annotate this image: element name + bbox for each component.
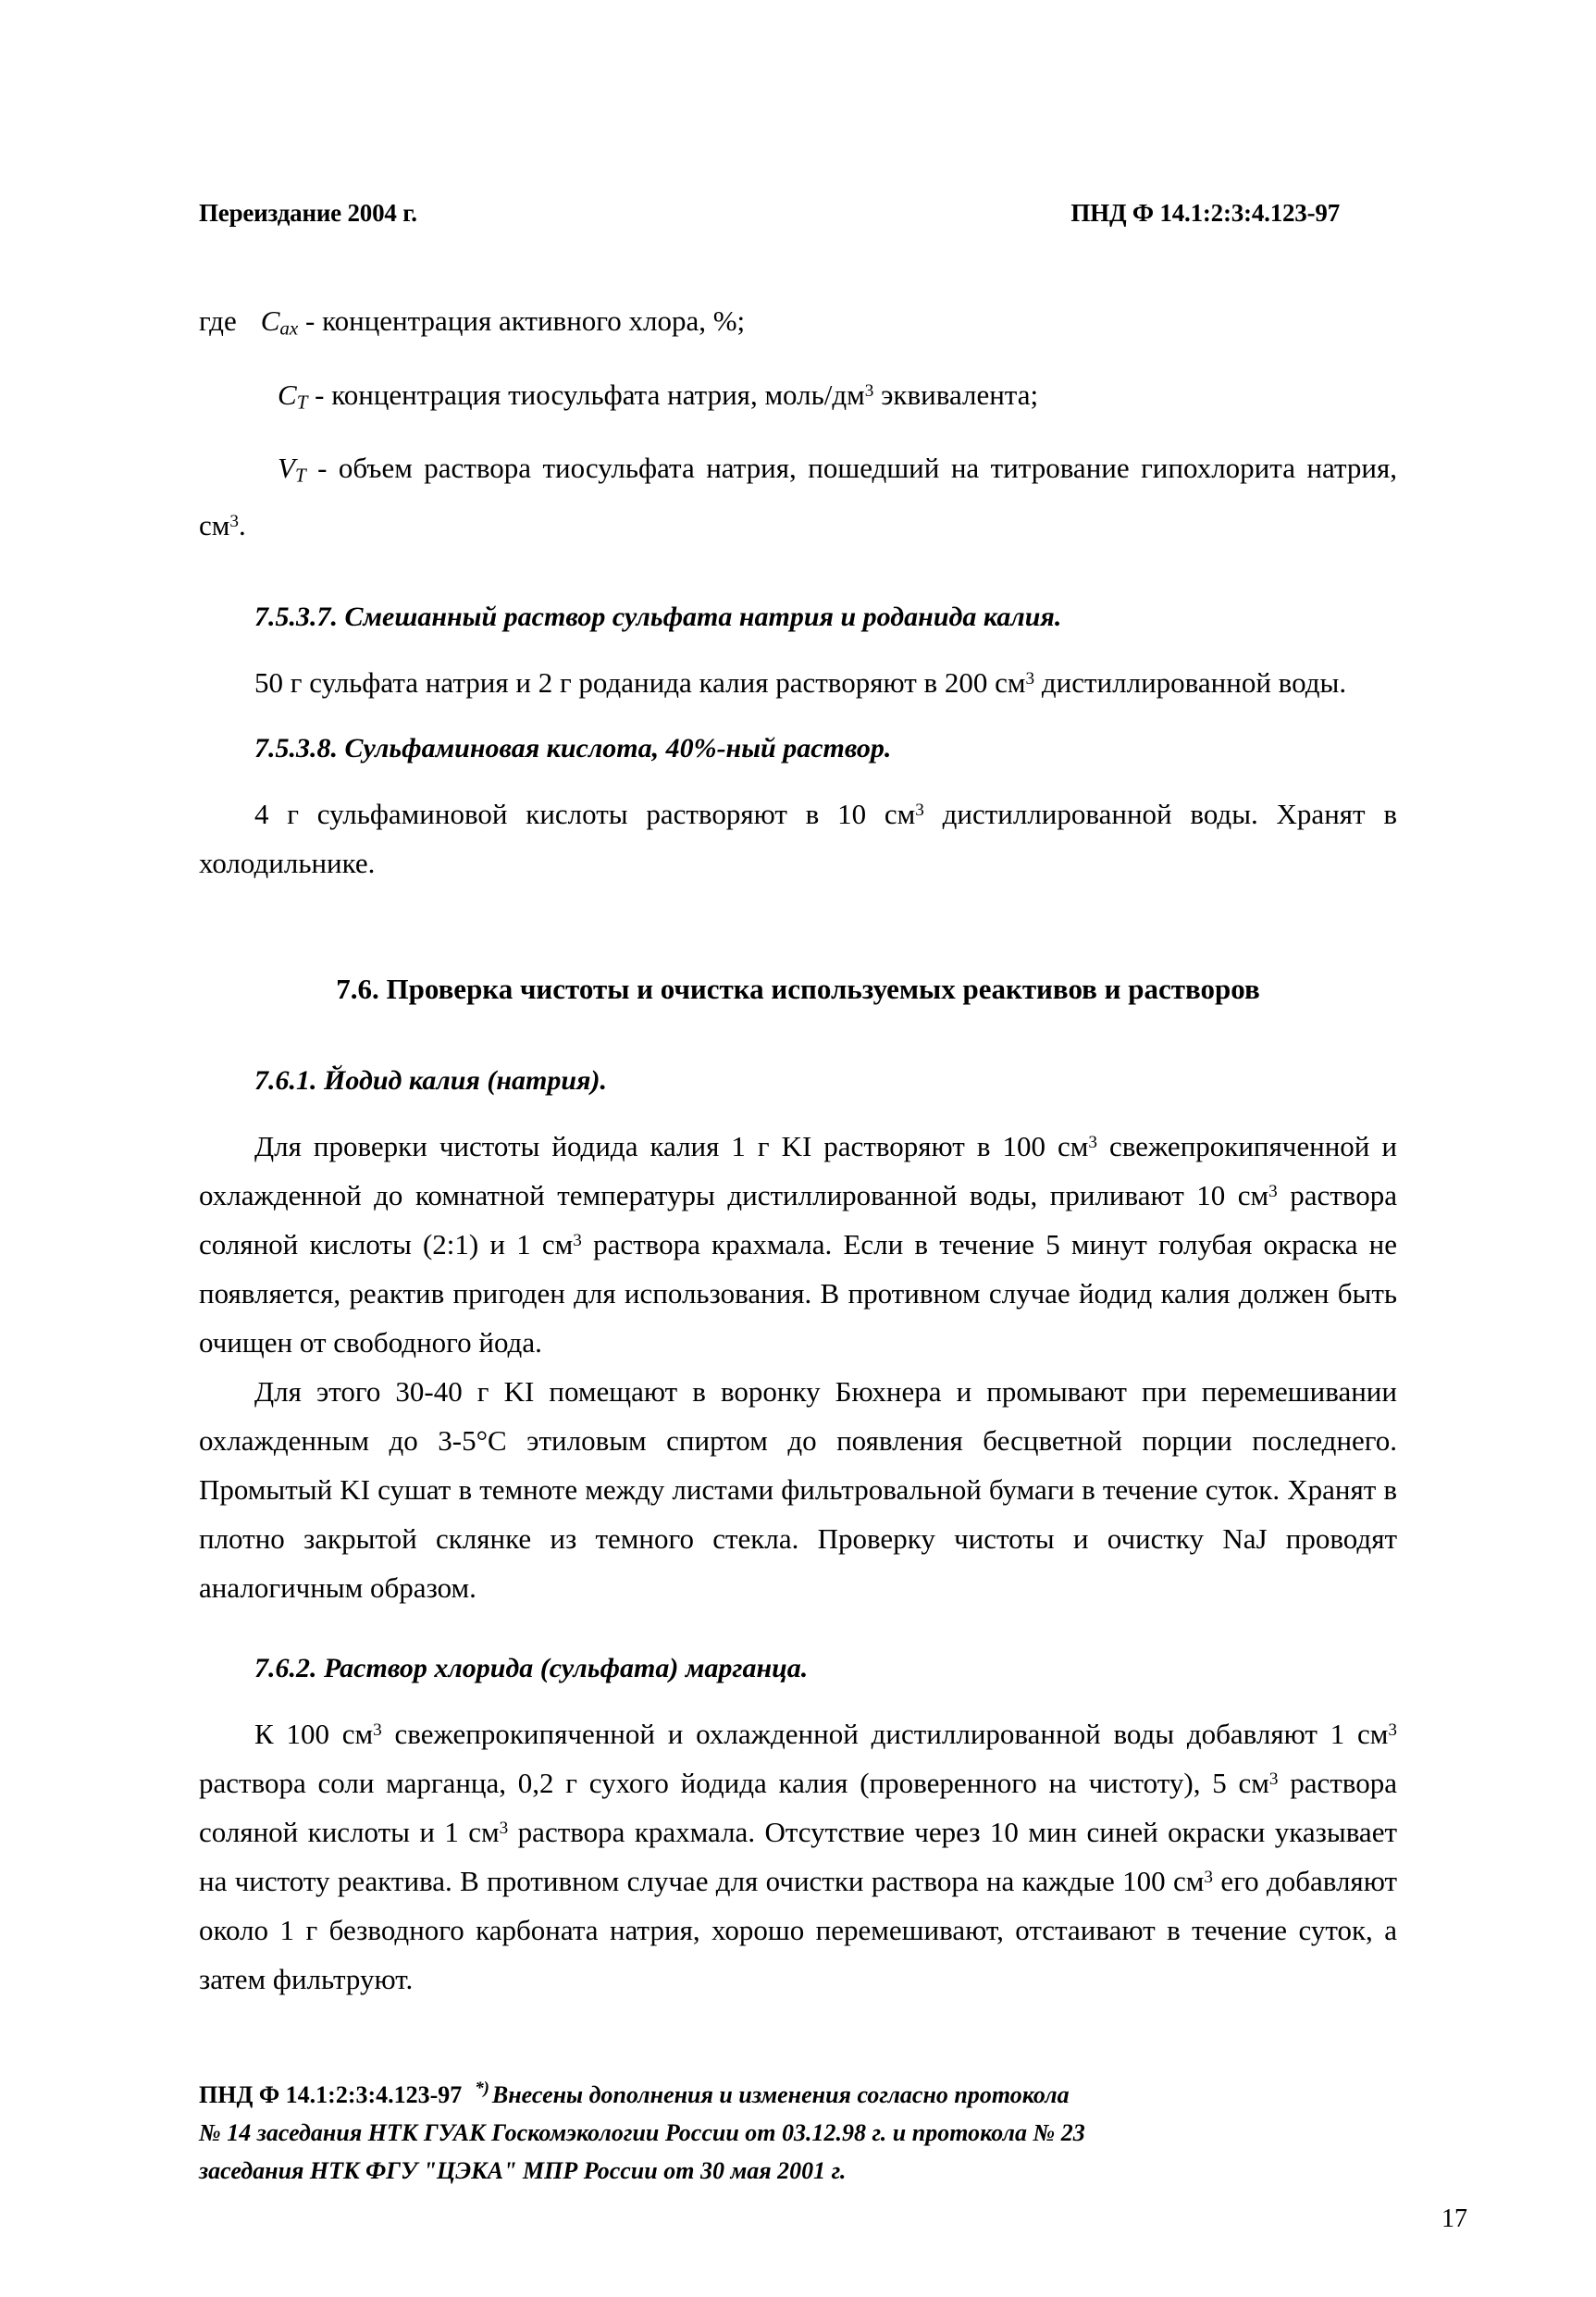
- superscript-cubic: 3: [1025, 668, 1035, 689]
- section-heading-7-6: 7.6. Проверка чистоты и очистка используемых реактивов и растворов: [336, 972, 1260, 1005]
- page-content: [199, 199, 1397, 2004]
- where-item-cax: [199, 296, 1397, 354]
- paragraph-text-before-sup: 4 г сульфаминовой кислоты растворяют в 10 см: [254, 797, 916, 830]
- superscript-cubic: 3: [864, 380, 874, 401]
- p2-seg-1: Для этого 30-40 г KI помещают в воронку Бюхнера и промывают при перемешивании охлажденным до 3-5°C этиловым спиртом до появления бесцветной порции последнего. Промытый KI сушат в темноте между листами фильтровальной бумаги в течение суток. Хранят в плотно закрытой склянке из темного стекла. Проверку чистоты и очистку NaJ проводят аналогичным образом.: [199, 1374, 1397, 1604]
- p3-seg-4: раствора соляной кислоты и 1 см: [199, 1766, 1397, 1848]
- p1-seg-3: раствора соляной кислоты (2:1) и 1 см: [199, 1178, 1397, 1260]
- paragraph-text-before-sup: 50 г сульфата натрия и 2 г роданида калия растворяют в 200 см: [254, 665, 1026, 699]
- superscript-cubic: 3: [499, 1818, 509, 1838]
- superscript-cubic: 3: [1204, 1867, 1214, 1887]
- symbol-cax: $C_{ax}$: [260, 304, 299, 340]
- p3-seg-3: раствора соли марганца, 0,2 г сухого йодида калия (проверенного на чистоту), 5 см: [199, 1766, 1269, 1799]
- symbol-vt: $V_T$: [278, 452, 306, 487]
- footnote-block: [199, 2076, 1402, 2190]
- section-heading-7-6-2: 7.6.2. Раствор хлорида (сульфата) марганца.: [254, 1652, 809, 1683]
- footnote-code: ПНД Ф 14.1:2:3:4.123-97: [199, 2081, 463, 2108]
- section-7-6-1-paragraph-1: [199, 1122, 1397, 1367]
- superscript-cubic: 3: [1088, 1132, 1097, 1152]
- section-7-5-3-7-paragraph: [199, 658, 1397, 707]
- where-item-vt: [199, 443, 1397, 550]
- section-heading-7-6-1: 7.6.1. Йодид калия (натрия).: [254, 1064, 607, 1096]
- superscript-cubic: 3: [1388, 1720, 1397, 1740]
- superscript-cubic: 3: [1268, 1769, 1279, 1789]
- running-head-left: Переиздание 2004 г.: [199, 199, 417, 227]
- p3-seg-1: К 100 см: [254, 1717, 374, 1750]
- section-7-6-1-paragraph-2: [199, 1367, 1397, 1612]
- footnote-marker: *): [475, 2078, 489, 2098]
- where-definitions-block: [199, 296, 1397, 550]
- where-item-vt-text-before: - объем раствора тиосульфата натрия, пошедший на титрование гипохлорита натрия, см: [199, 452, 1397, 541]
- p1-seg-4: раствора крахмала. Если в течение 5 минут голубая окраска не появляется, реактив пригоден для использования. В противном случае йодид калия должен быть очищен от свободного йода.: [199, 1227, 1397, 1359]
- footnote-line-1: Внесены дополнения и изменения согласно протокола: [491, 2081, 1070, 2108]
- running-head-right: ПНД Ф 14.1:2:3:4.123-97: [1070, 199, 1340, 227]
- superscript-cubic: 3: [1268, 1181, 1278, 1201]
- p1-seg-2: свежепрокипяченной и охлажденной до комнатной температуры дистиллированной воды, приливают 10 см: [199, 1129, 1397, 1211]
- running-head: [199, 199, 1397, 228]
- page-number: 17: [1441, 2204, 1467, 2233]
- superscript-cubic: 3: [573, 1230, 582, 1250]
- superscript-cubic: 3: [915, 800, 924, 820]
- section-heading-7-5-3-7: 7.5.3.7. Смешанный раствор сульфата натрия и роданида калия.: [254, 601, 1062, 632]
- superscript-cubic: 3: [229, 511, 239, 531]
- where-item-ct-text-before: - концентрация тиосульфата натрия, моль/дм: [307, 378, 865, 411]
- where-item-ct: [199, 370, 1397, 428]
- section-7-5-3-8-paragraph: [199, 789, 1397, 888]
- paragraph-text-after-sup: дистиллированной воды.: [1034, 665, 1347, 699]
- footnote-line-3: заседания НТК ФГУ "ЦЭКА" МПР России от 30 мая 2001 г.: [199, 2157, 847, 2184]
- where-item-vt-text-after: .: [239, 508, 246, 541]
- where-label: где: [199, 304, 237, 337]
- where-item-ct-text-after: эквивалента;: [873, 378, 1039, 411]
- section-heading-7-5-3-8: 7.5.3.8. Сульфаминовая кислота, 40%-ный раствор.: [254, 732, 892, 764]
- paragraph-text-after-sup: дистиллированной воды. Хранят в холодильнике.: [199, 797, 1397, 879]
- section-7-6-2-paragraph-1: [199, 1709, 1397, 2004]
- symbol-ct: $C_T$: [278, 378, 308, 414]
- superscript-cubic: 3: [373, 1720, 382, 1740]
- p3-seg-5: раствора крахмала. Отсутствие через 10 мин синей окраски указывает на чистоту реактива. В противном случае для очистки раствора на каждые 100 см: [199, 1815, 1397, 1897]
- p3-seg-2: свежепрокипяченной и охлажденной дистиллированной воды добавляют 1 см: [381, 1717, 1389, 1750]
- p3-seg-6: его добавляют около 1 г безводного карбоната натрия, хорошо перемешивают, отстаивают в течение суток, а затем фильтруют.: [199, 1864, 1397, 1995]
- footnote-line-2: № 14 заседания НТК ГУАК Госкомэкологии России от 03.12.98 г. и протокола № 23: [199, 2119, 1085, 2146]
- p1-seg-1: Для проверки чистоты йодида калия 1 г KI растворяют в 100 см: [254, 1129, 1089, 1162]
- where-item-cax-text: - концентрация активного хлора, %;: [298, 304, 746, 337]
